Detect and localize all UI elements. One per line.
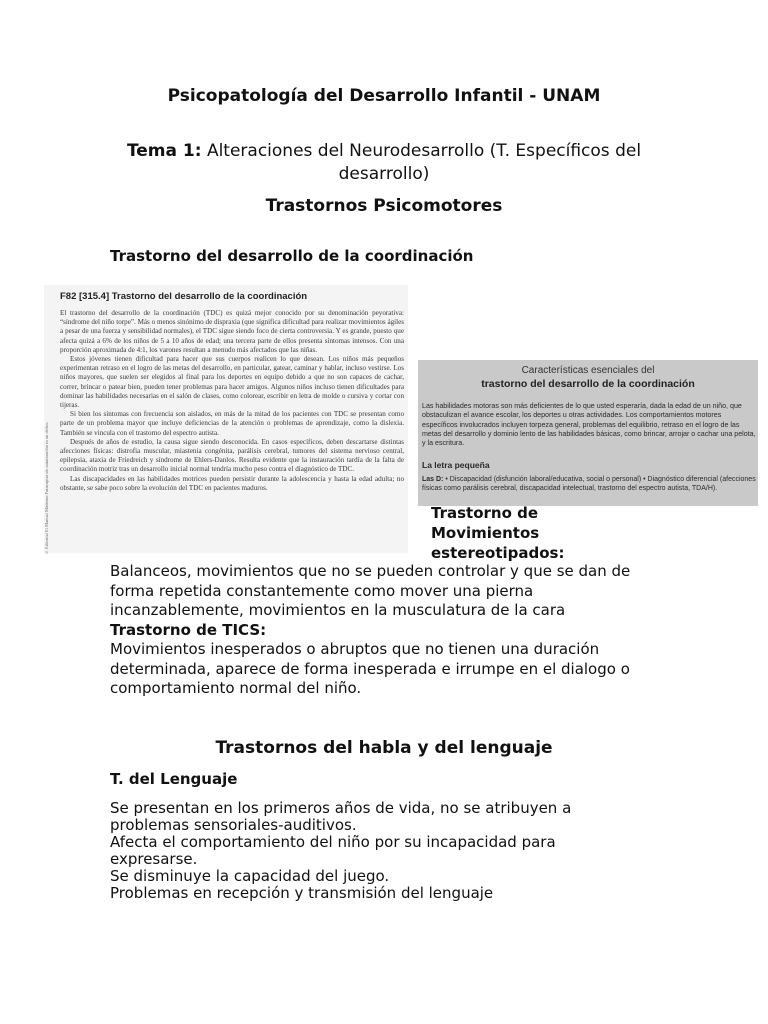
topic-text: Alteraciones del Neurodesarrollo (T. Específicos del desarrollo) bbox=[206, 141, 642, 184]
scan-copyright-note: © Editorial El Manual Moderno Fotocopiar sin autorización es un delito. bbox=[44, 422, 49, 555]
scan-paragraph: El trastorno del desarrollo de la coordinación (TDC) es quizá mejor conocido por su denominación peyorativa: “síndrome del niño torpe”. Más o menos sinónimo de dispraxia (que significa dificultad para realizar movimientos ágiles a pesar de una fuerza y sensibilidad normales), el TDC sigue siendo foco de cierta controversia. Y es grande, puesto que afecta quizá a 6% de los niños de 5 a 10 años de edad; una tercera parte de ellos presenta síntomas intensos. Con una proporción aproximada de 4:1, los varones resultan a menudo más afectados que las niñas. bbox=[60, 309, 404, 354]
scan-body bbox=[60, 309, 404, 493]
stereotyped-movements-heading: Trastorno de Movimientos estereotipados: bbox=[431, 504, 565, 562]
language-line: Afecta el comportamiento del niño por su incapacidad para expresarse. bbox=[110, 833, 556, 868]
document-title: Psicopatología del Desarrollo Infantil - UNAM bbox=[167, 86, 601, 106]
language-line: Problemas en recepción y transmisión del lenguaje bbox=[110, 884, 494, 902]
box-d-label: Las D: bbox=[422, 476, 444, 483]
scan-paragraph: Después de años de estudio, la causa sigue siendo desconocida. En casos específicos, deben descartarse distintas afecciones físicas: distrofia muscular, miastenia congénita, parálisis cerebral, tumores del sistema nervioso central, epilepsia, ataxia de Friedreich y síndrome de Ehlers-Danlos. Resulta evidente que la instauración tardía de la falta de coordinación motriz tras un desarrollo inicial normal tendría mucho peso contra el diagnóstico de TDC. bbox=[60, 437, 404, 474]
scan-paragraph: Si bien los síntomas con frecuencia son aislados, en más de la mitad de los pacientes con TDC se presentan como parte de un problema mayor que incluye deficiencias de la atención o problemas de aprendizaje, como la dislexia. También se vincula con el trastorno del espectro autista. bbox=[60, 410, 404, 437]
characteristics-box bbox=[418, 360, 758, 506]
speech-language-section-title: Trastornos del habla y del lenguaje bbox=[215, 738, 553, 758]
section-title: Trastornos Psicomotores bbox=[265, 196, 503, 216]
scanned-page-excerpt bbox=[44, 285, 408, 553]
box-d-list bbox=[422, 475, 756, 494]
language-text bbox=[110, 800, 630, 902]
box-title-line1: Características esenciales del bbox=[521, 365, 655, 376]
stereotyped-movements-text: Balanceos, movimientos que no se pueden controlar y que se dan de forma repetida constantemente como mover una pierna incanzablemente, movimientos en la musculatura de la cara bbox=[110, 562, 631, 619]
box-subheading: La letra pequeña bbox=[422, 460, 490, 470]
scan-paragraph: Las discapacidades en las habilidades motrices pueden persistir durante la adolescencia y hasta la edad adulta; no obstante, se sabe poco sobre la evolución del TDC en pacientes maduros. bbox=[60, 474, 404, 492]
scan-heading: F82 [315.4] Trastorno del desarrollo de la coordinación bbox=[60, 291, 308, 302]
scan-paragraph: Estos jóvenes tienen dificultad para hacer que sus cuerpos realicen lo que desean. Los niños más pequeños experimentan retraso en el logro de las metas del desarrollo, en particular, gatear, caminar y hablar, incluso vestirse. Los niños mayores, que suelen ser elegidos al final para los deportes en equipo debido a que no son capaces de cachar, correr, brincar o patear bien, pueden tener problemas para hacer amigos. Algunos niños incluso tienen dificultades para dominar las habilidades necesarias en el salón de clases, como colorear, escribir en letra de molde o cursiva y cortar con tijeras. bbox=[60, 355, 404, 410]
box-d-text: • Discapacidad (disfunción laboral/educativa, social o personal) • Diagnóstico diferencial (afecciones físicas como parálisis cerebral, discapacidad intelectual, trastorno del espectro autista, TDA/H). bbox=[422, 476, 756, 493]
language-line: Se presentan en los primeros años de vida, no se atribuyen a problemas sensoriales-auditivos. bbox=[110, 799, 572, 834]
language-heading: T. del Lenguaje bbox=[110, 770, 238, 788]
box-title-line2: trastorno del desarrollo de la coordinación bbox=[481, 378, 695, 390]
subsection-title: Trastorno del desarrollo de la coordinación bbox=[110, 247, 474, 265]
topic-heading bbox=[0, 140, 768, 186]
tics-heading: Trastorno de TICS: bbox=[110, 621, 267, 639]
topic-label: Tema 1: bbox=[126, 141, 202, 161]
tics-text: Movimientos inesperados o abruptos que no tienen una duración determinada, aparece de forma inesperada e irrumpe en el dialogo o comportamiento normal del niño. bbox=[110, 640, 630, 697]
box-body: Las habilidades motoras son más deficientes de lo que usted esperaría, dada la edad de un niño, que obstaculizan el avance escolar, los deportes u otras actividades. Los comportamientos motores específicos involucrados incluyen torpeza general, problemas del equilibrio, retraso en el logro de las metas del desarrollo y dominio lento de las habilidades básicas, como brincar, arrojar o cachar una pelota, y la escritura. bbox=[422, 402, 756, 448]
language-line: Se disminuye la capacidad del juego. bbox=[110, 867, 390, 885]
